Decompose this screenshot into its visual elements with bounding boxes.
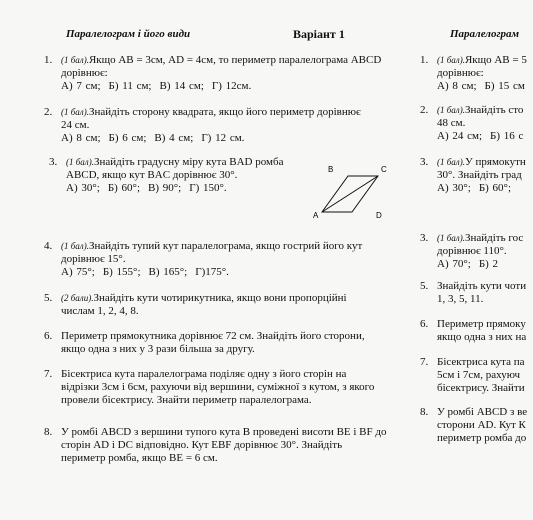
question-text-line	[437, 156, 526, 169]
question-text: Якщо AB = 5	[464, 54, 527, 66]
answer-options	[437, 258, 523, 271]
page-title: Паралелограм і його види	[66, 28, 191, 40]
question-number: 6.	[420, 318, 429, 330]
question-body	[61, 292, 347, 318]
right-question-2	[420, 104, 531, 143]
answer-options	[437, 130, 531, 143]
question-text-line	[61, 452, 386, 465]
answer-option[interactable]: А) 8 см;	[437, 80, 477, 92]
rhombus-figure	[308, 160, 388, 222]
diagonal-ac	[322, 176, 378, 212]
question-text-line	[437, 356, 525, 369]
answer-option[interactable]: В) 90°;	[148, 182, 182, 194]
right-question-4	[420, 232, 523, 271]
question-text: У прямокутн	[464, 156, 526, 168]
question-text-line	[437, 318, 526, 331]
left-question-6	[44, 330, 365, 356]
question-text-line	[61, 292, 347, 305]
question-text-line	[61, 67, 381, 80]
question-body	[437, 406, 527, 445]
question-text-line	[61, 106, 361, 119]
question-body	[61, 54, 381, 93]
question-text: сторони AD. Кут К	[437, 419, 526, 431]
answer-option[interactable]: А) 7 см;	[61, 80, 101, 92]
question-text: Знайдіть сто	[464, 104, 524, 116]
answer-option[interactable]: Б) 15 см	[484, 80, 525, 92]
question-number: 2.	[420, 104, 429, 116]
points-label: (1 бал).	[61, 55, 89, 65]
answer-option[interactable]: Б) 6 см;	[108, 132, 147, 144]
answer-options	[437, 80, 533, 93]
question-body	[61, 368, 374, 407]
question-text: Знайдіть кути чотирикутника, якщо вони пропорційні	[93, 292, 347, 304]
question-text-line	[61, 343, 365, 356]
question-number: 1.	[44, 54, 53, 66]
answer-option[interactable]: А) 24 см;	[437, 130, 483, 142]
question-number: 5.	[420, 280, 429, 292]
question-text-line	[437, 331, 526, 344]
question-text: У ромбі ABCD з ве	[437, 406, 528, 418]
answer-option[interactable]: Б) 11 см;	[108, 80, 152, 92]
question-text: провели бісектрису. Знайти периметр паралелограма.	[61, 394, 312, 406]
question-number: 3.	[420, 232, 429, 244]
question-text: якщо одна з них у 3 рази більша за другу.	[61, 343, 255, 355]
question-text: дорівнює:	[437, 67, 484, 79]
answer-option[interactable]: Б) 60°;	[478, 182, 511, 194]
question-body	[66, 156, 283, 195]
question-body	[437, 54, 533, 93]
points-label: (1 бал).	[61, 107, 89, 117]
points-label: (1 бал).	[66, 157, 94, 167]
question-text: дорівнює:	[61, 67, 108, 79]
question-text: дорівнює 15°.	[61, 253, 126, 265]
right-question-3	[420, 156, 526, 195]
question-text: 1, 3, 5, 11.	[437, 293, 484, 305]
question-text-line	[61, 119, 361, 132]
answer-option[interactable]: А) 30°;	[437, 182, 471, 194]
points-label: (1 бал).	[437, 157, 465, 167]
question-body	[437, 280, 526, 306]
question-number: 8.	[420, 406, 429, 418]
question-text-line	[437, 169, 526, 182]
question-text: Периметр прямокутника дорівнює 72 см. Знайдіть його сторони,	[61, 330, 365, 342]
answer-option[interactable]: А) 70°;	[437, 258, 471, 270]
answer-option[interactable]: Г) 12 см.	[201, 132, 245, 144]
question-text: Бісектриса кута па	[437, 356, 525, 368]
question-text: периметр ромба, якщо BE = 6 см.	[61, 452, 218, 464]
points-label: (1 бал).	[437, 105, 465, 115]
points-label: (2 бали).	[61, 293, 94, 303]
question-text-line	[61, 394, 374, 407]
question-text: У ромбі ABCD з вершини тупого кута B проведені висоти BE і BF до	[61, 426, 387, 438]
question-text: Бісектриса кута паралелограма поділяє одну з його сторін на	[61, 368, 347, 380]
question-number: 3.	[420, 156, 429, 168]
answer-option[interactable]: Г)175°.	[195, 266, 229, 278]
vertex-label-c: C	[381, 165, 387, 174]
question-body	[61, 426, 386, 465]
question-text-line	[61, 253, 362, 266]
left-question-2	[44, 106, 361, 145]
question-text: Знайдіть тупий кут паралелограма, якщо гострий його кут	[88, 240, 363, 252]
answer-option[interactable]: Г) 150°.	[189, 182, 227, 194]
question-number: 7.	[44, 368, 53, 380]
left-question-5	[44, 292, 347, 318]
answer-option[interactable]: А) 75°;	[61, 266, 95, 278]
answer-option[interactable]: Б) 2	[478, 258, 499, 270]
question-body	[437, 232, 523, 271]
question-text: 30°. Знайдіть град	[437, 169, 522, 181]
question-text-line	[66, 169, 283, 182]
question-number: 5.	[44, 292, 53, 304]
points-label: (1 бал).	[437, 233, 465, 243]
question-text-line	[437, 369, 525, 382]
vertex-label-d: D	[376, 211, 382, 220]
question-text-line	[437, 245, 523, 258]
question-text-line	[61, 381, 374, 394]
answer-option[interactable]: А) 8 см;	[61, 132, 101, 144]
left-question-7	[44, 368, 374, 407]
left-question-8	[44, 426, 386, 465]
question-text: відрізки 3см і 6см, рахуючи від вершини, суміжної з кутом, з якого	[61, 381, 375, 393]
question-text-line	[437, 406, 527, 419]
question-text-line	[437, 293, 526, 306]
question-body	[437, 156, 526, 195]
question-text: бісектрису. Знайти	[437, 382, 525, 394]
points-label: (1 бал).	[437, 55, 465, 65]
page-title-variant-2: Паралелограм	[450, 28, 520, 40]
question-text: дорівнює 110°.	[437, 245, 507, 257]
vertex-label-b: B	[328, 165, 334, 174]
answer-option[interactable]: В) 4 см;	[154, 132, 194, 144]
answer-options	[61, 132, 361, 145]
question-number: 2.	[44, 106, 53, 118]
left-question-1	[44, 54, 381, 93]
question-text: якщо одна з них на	[437, 331, 527, 343]
question-text-line	[437, 432, 527, 445]
right-question-7	[420, 356, 525, 395]
vertex-label-a: A	[313, 211, 319, 220]
question-number: 6.	[44, 330, 53, 342]
question-text-line	[61, 240, 362, 253]
question-text-line	[437, 54, 533, 67]
answer-option[interactable]: В) 14 см;	[159, 80, 204, 92]
question-text-line	[437, 117, 531, 130]
right-question-5	[420, 280, 526, 306]
question-number: 8.	[44, 426, 53, 438]
question-text-line	[61, 426, 386, 439]
question-body	[61, 240, 362, 279]
question-text-line	[61, 368, 374, 381]
question-text: числам 1, 2, 4, 8.	[61, 305, 139, 317]
question-number: 4.	[44, 240, 53, 252]
answer-option[interactable]: Г) 12см.	[211, 80, 252, 92]
question-text: Знайдіть гос	[464, 232, 524, 244]
question-text-line	[437, 419, 527, 432]
answer-option[interactable]: Б) 16 с	[490, 130, 524, 142]
question-text-line	[61, 54, 381, 67]
question-number: 1.	[420, 54, 429, 66]
question-body	[437, 318, 526, 344]
question-text: Периметр прямоку	[437, 318, 526, 330]
question-text: 48 см.	[437, 117, 466, 129]
answer-option[interactable]: Б) 60°;	[107, 182, 140, 194]
question-text: Якщо AB = 3см, AD = 4см, то периметр паралелограма ABCD	[88, 54, 382, 66]
question-number: 3.	[49, 156, 58, 168]
question-text: сторін AD і DC відповідно. Кут EBF дорівнює 30°. Знайдіть	[61, 439, 343, 451]
question-text-line	[437, 104, 531, 117]
question-text: Знайдіть кути чоти	[437, 280, 527, 292]
left-question-3	[49, 156, 283, 195]
answer-options	[437, 182, 526, 195]
question-text-line	[66, 156, 283, 169]
question-text: 5см і 7см, рахуюч	[437, 369, 521, 381]
right-question-8	[420, 406, 527, 445]
answer-option[interactable]: А) 30°;	[66, 182, 100, 194]
question-text: Знайдіть градусну міру кута BAD ромба	[93, 156, 284, 168]
question-text-line	[61, 305, 347, 318]
question-body	[61, 106, 361, 145]
question-text-line	[437, 382, 525, 395]
answer-options	[66, 182, 283, 195]
right-question-6	[420, 318, 526, 344]
answer-options	[61, 80, 381, 93]
question-body	[437, 104, 531, 143]
answer-option[interactable]: Б) 155°;	[102, 266, 141, 278]
answer-option[interactable]: В) 165°;	[148, 266, 188, 278]
question-text: ABCD, якщо кут BAC дорівнює 30°.	[66, 169, 238, 181]
question-text: периметр ромба до	[437, 432, 527, 444]
question-text-line	[437, 232, 523, 245]
points-label: (1 бал).	[61, 241, 89, 251]
variant-label: Варіант 1	[293, 27, 345, 41]
left-question-4	[44, 240, 362, 279]
question-text: 24 см.	[61, 119, 90, 131]
question-body	[61, 330, 365, 356]
question-text: Знайдіть сторону квадрата, якщо його периметр дорівнює	[88, 106, 361, 118]
question-text-line	[61, 330, 365, 343]
question-body	[437, 356, 525, 395]
question-text-line	[437, 280, 526, 293]
question-text-line	[437, 67, 533, 80]
right-question-1	[420, 54, 533, 93]
question-number: 7.	[420, 356, 429, 368]
answer-options	[61, 266, 362, 279]
question-text-line	[61, 439, 386, 452]
